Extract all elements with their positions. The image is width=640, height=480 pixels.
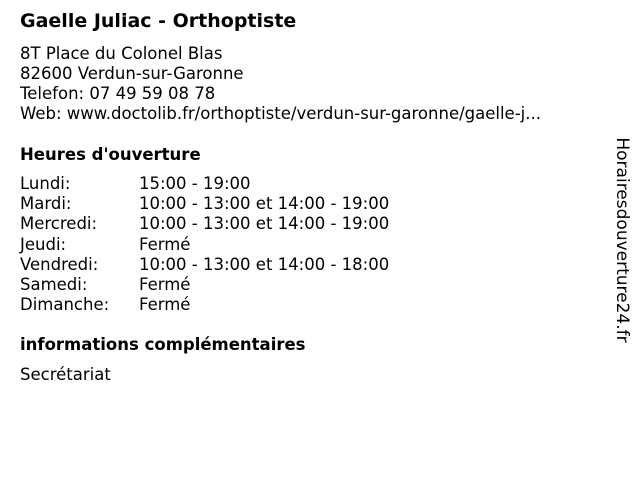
time-value: 10:00 - 13:00 et 14:00 - 19:00	[139, 194, 390, 214]
hours-row-saturday	[20, 275, 389, 295]
additional-info-text: Secrétariat	[20, 365, 111, 384]
city-address: 82600 Verdun-sur-Garonne	[20, 64, 244, 83]
contact-block	[20, 44, 541, 124]
day-label: Mercredi:	[20, 214, 98, 234]
hours-row-monday	[20, 174, 389, 194]
hours-row-sunday	[20, 295, 389, 315]
time-value: Fermé	[139, 275, 191, 295]
opening-hours-table	[20, 174, 389, 315]
day-label: Lundi:	[20, 174, 71, 193]
business-title: Gaelle Juliac - Orthoptiste	[20, 10, 297, 32]
day-label: Jeudi:	[20, 234, 67, 254]
website-link[interactable]: Web: www.doctolib.fr/orthoptiste/verdun-sur-garonne/gaelle-j...	[20, 104, 541, 123]
day-label: Vendredi:	[20, 254, 99, 274]
time-value: Fermé	[139, 295, 191, 315]
hours-row-thursday	[20, 235, 389, 255]
time-value: 15:00 - 19:00	[139, 174, 251, 193]
time-value: Fermé	[139, 234, 191, 254]
opening-hours-heading: Heures d'ouverture	[20, 145, 201, 164]
additional-info-heading: informations complémentaires	[20, 335, 306, 354]
time-value: 10:00 - 13:00 et 14:00 - 18:00	[139, 254, 390, 274]
street-address: 8T Place du Colonel Blas	[20, 44, 223, 63]
hours-row-wednesday	[20, 214, 389, 234]
day-label: Dimanche:	[20, 295, 110, 315]
time-value: 10:00 - 13:00 et 14:00 - 19:00	[139, 214, 390, 234]
day-label: Samedi:	[20, 275, 88, 295]
hours-row-friday	[20, 255, 389, 275]
day-label: Mardi:	[20, 194, 72, 214]
hours-row-tuesday	[20, 194, 389, 214]
watermark-site-label: Horairesdouverture24.fr	[612, 137, 632, 343]
phone-number: Telefon: 07 49 59 08 78	[20, 84, 216, 103]
